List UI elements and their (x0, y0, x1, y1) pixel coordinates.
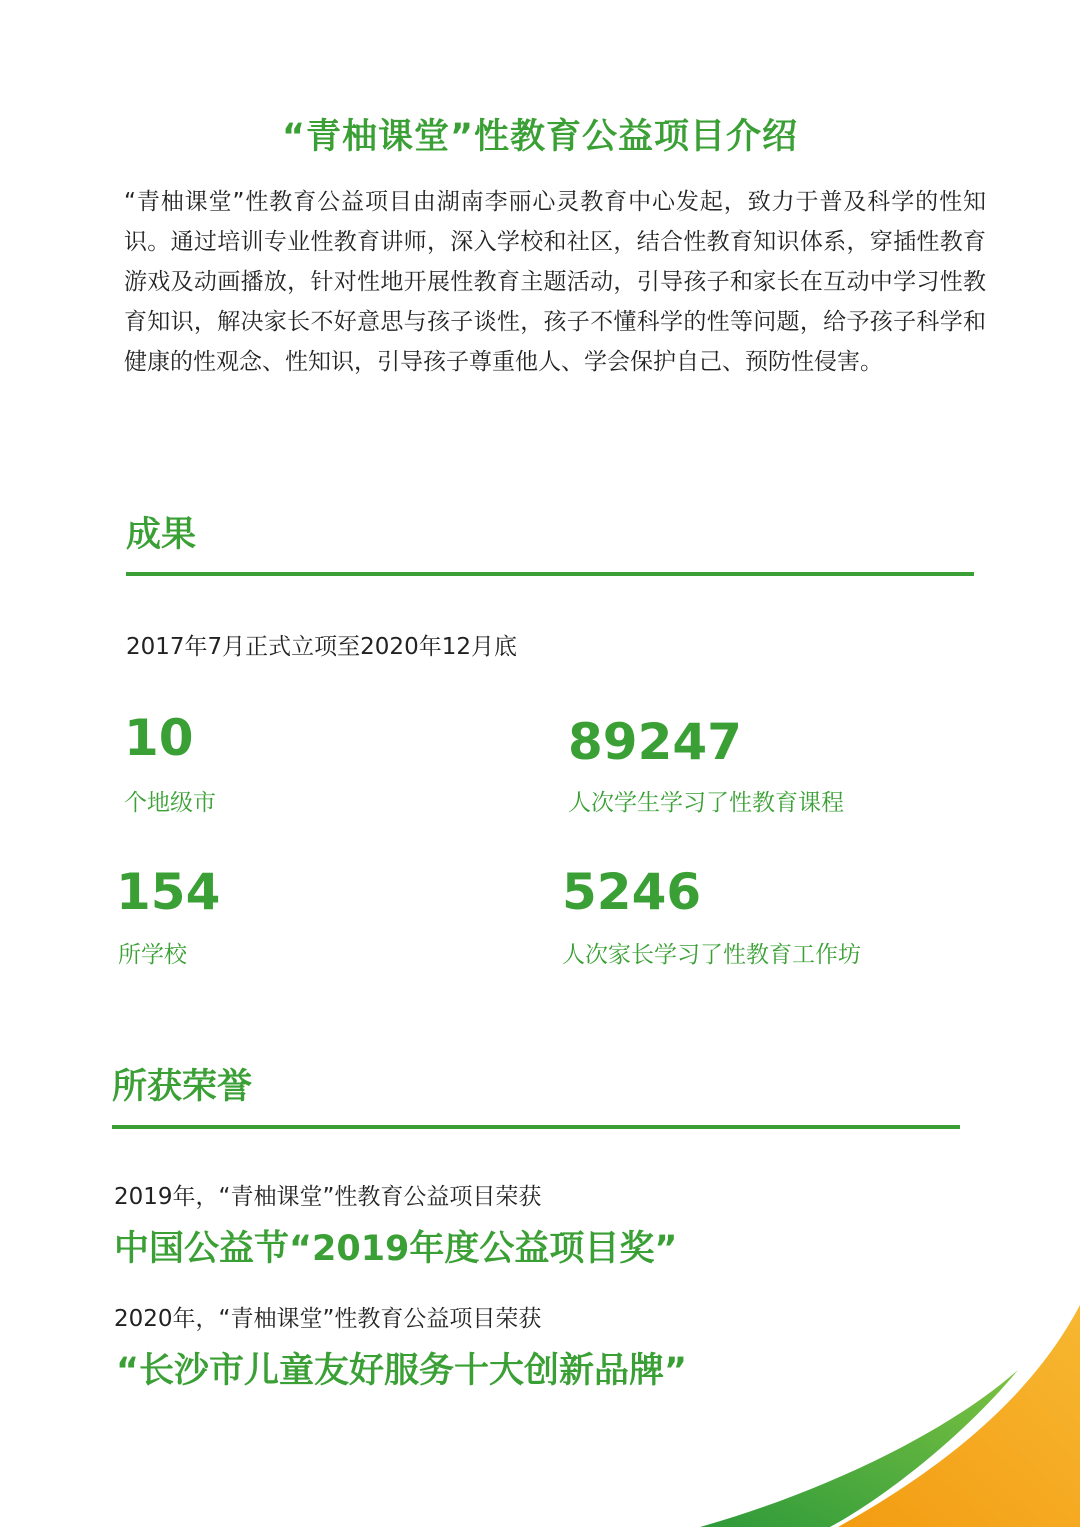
award-name-2019: 中国公益节“2019年度公益项目奖” (114, 1229, 678, 1269)
stat-label-parents: 人次家长学习了性教育工作坊 (562, 942, 861, 968)
intro-paragraph: “青柚课堂”性教育公益项目由湖南李丽心灵教育中心发起，致力于普及科学的性知识。通过培训专业性教育讲师，深入学校和社区，结合性教育知识体系，穿插性教育游戏及动画播放，针对性地开展性教育主题活动，引导孩子和家长在互动中学习性教育知识，解决家长不好意思与孩子谈性，孩子不懂科学的性等问题，给予孩子科学和健康的性观念、性知识，引导孩子尊重他人、学会保护自己、预防性侵害。 (124, 189, 986, 375)
page-title: “青柚课堂”性教育公益项目介绍 (281, 117, 798, 157)
results-period: 2017年7月正式立项至2020年12月底 (126, 634, 517, 660)
results-heading: 成果 (126, 515, 197, 555)
stat-label-cities: 个地级市 (124, 790, 216, 816)
stat-label-schools: 所学校 (118, 942, 187, 968)
stat-number-students: 89247 (568, 713, 742, 771)
swoosh-orange (838, 1305, 1080, 1527)
honors-divider (112, 1125, 960, 1129)
stat-number-cities: 10 (124, 709, 194, 767)
award-intro-2020: 2020年，“青柚课堂”性教育公益项目荣获 (114, 1306, 542, 1332)
results-divider (126, 572, 974, 576)
stat-number-schools: 154 (116, 863, 221, 921)
stat-label-students: 人次学生学习了性教育课程 (568, 790, 844, 816)
stat-number-parents: 5246 (562, 863, 702, 921)
swoosh-green (700, 1370, 1018, 1527)
honors-heading: 所获荣誉 (112, 1067, 253, 1107)
award-name-2020: “长沙市儿童友好服务十大创新品牌” (116, 1351, 688, 1391)
award-intro-2019: 2019年，“青柚课堂”性教育公益项目荣获 (114, 1184, 542, 1210)
